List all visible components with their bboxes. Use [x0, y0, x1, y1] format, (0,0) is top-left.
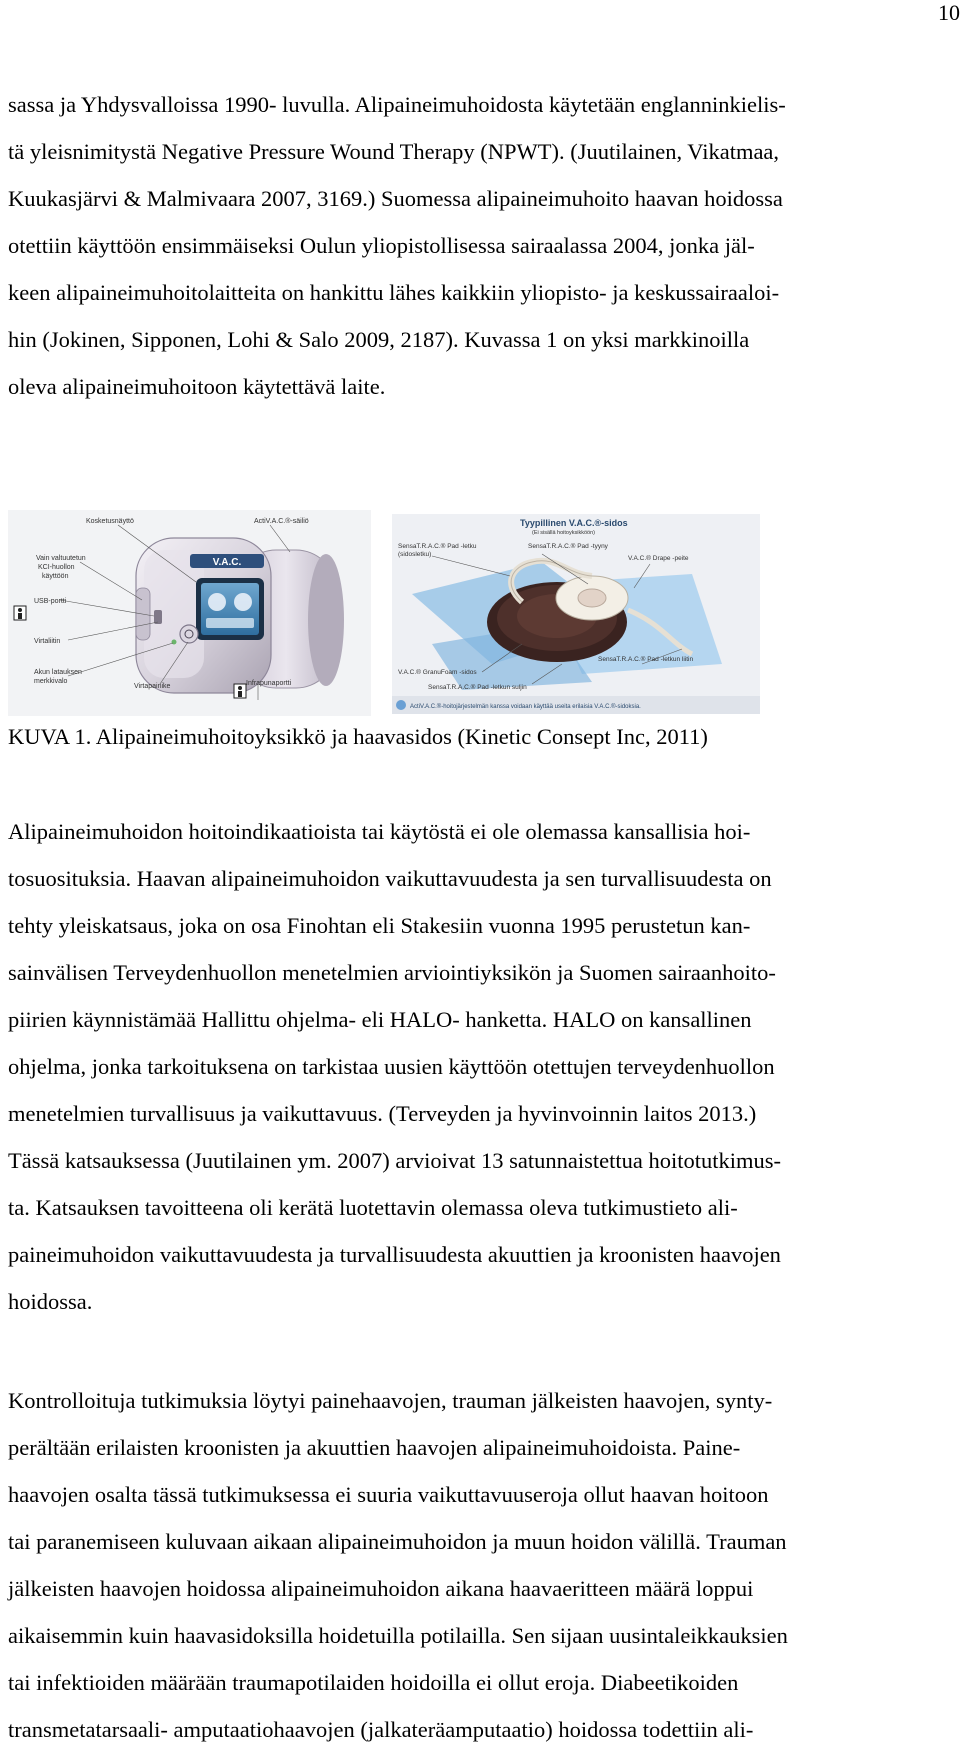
text-line: paineimuhoidon vaikuttavuudesta ja turvallisuudesta akuuttien ja kroonisten haavojen — [8, 1242, 781, 1267]
dressing-title: Tyypillinen V.A.C.®-sidos — [520, 518, 628, 528]
text-line: Kontrolloituja tutkimuksia löytyi painehaavojen, trauman jälkeisten haavojen, synty- — [8, 1388, 773, 1413]
brand-label: V.A.C. — [212, 557, 242, 568]
label-granufoam: V.A.C.® GranuFoam -sidos — [398, 669, 477, 676]
paragraph-1 — [8, 81, 956, 410]
label-pad-tube-2: (sidosletku) — [398, 551, 432, 558]
text-line: Tässä katsauksessa (Juutilainen ym. 2007) arvioivat 13 satunnaistettua hoitotutkimus- — [8, 1148, 781, 1173]
text-line: sainvälisen Terveydenhuollon menetelmien arviointiyksikön ja Suomen sairaanhoito- — [8, 960, 776, 985]
text-line: hoidossa. — [8, 1289, 93, 1314]
label-canister: ActiV.A.C.®-säiliö — [254, 518, 309, 525]
label-battery: Akun latauksen — [34, 669, 82, 676]
figure-1 — [8, 510, 948, 716]
text-line: hin (Jokinen, Sipponen, Lohi & Salo 2009, 2187). Kuvassa 1 on yksi markkinoilla — [8, 327, 750, 352]
label-drape: V.A.C.® Drape -peite — [628, 555, 689, 562]
manual-icon — [14, 606, 26, 620]
text-line: sassa ja Yhdysvalloissa 1990- luvulla. Alipaineimuhoidosta käytetään englanninkielis- — [8, 92, 786, 117]
text-line: tosuosituksia. Haavan alipaineimuhoidon vaikuttavuudesta ja sen turvallisuudesta on — [8, 866, 772, 891]
paragraph-2 — [8, 808, 956, 1325]
label-touchscreen: Kosketusnäyttö — [86, 518, 134, 525]
text-line: transmetatarsaali- amputaatiohaavojen (jalkateräamputaatio) hoidossa todettiin ali- — [8, 1717, 754, 1742]
text-line: menetelmien turvallisuus ja vaikuttavuus. (Terveyden ja hyvinvoinnin laitos 2013.) — [8, 1101, 757, 1126]
paragraph-3 — [8, 1377, 956, 1753]
label-pad-tube: SensaT.R.A.C.® Pad -letku — [398, 543, 477, 550]
label-pad-cushion: SensaT.R.A.C.® Pad -tyyny — [528, 543, 608, 550]
dressing-footer: ActiV.A.C.®-hoitojärjestelmän kanssa voidaan käyttää useita erilaisia V.A.C.®-sidoksia. — [410, 704, 641, 710]
text-line: haavojen osalta tässä tutkimuksessa ei suuria vaikuttavuuseroja ollut haavan hoitoon — [8, 1482, 769, 1507]
text-line: tehty yleiskatsaus, joka on osa Finohtan eli Stakesiin vuonna 1995 perustetun kan- — [8, 913, 751, 938]
dressing-subtitle: (Ei sisällä hoitoyksikköön) — [532, 530, 595, 536]
text-line: aikaisemmin kuin haavasidoksilla hoidetuilla potilailla. Sen sijaan uusintaleikkauksien — [8, 1623, 788, 1648]
text-line: otettiin käyttöön ensimmäiseksi Oulun yliopistollisessa sairaalassa 2004, jonka jäl- — [8, 233, 755, 258]
text-line: jälkeisten haavojen hoidossa alipaineimuhoidon aikana haavaeritteen määrä loppui — [8, 1576, 754, 1601]
manual-icon — [234, 684, 246, 698]
figure-caption: KUVA 1. Alipaineimuhoitoyksikkö ja haavasidos (Kinetic Consept Inc, 2011) — [8, 724, 708, 749]
label-approved-3: käyttöön — [42, 573, 69, 580]
text-line: Kuukasjärvi & Malmivaara 2007, 3169.) Suomessa alipaineimuhoito haavan hoidossa — [8, 186, 783, 211]
text-line: ohjelma, jonka tarkoituksena on tarkistaa uusien käyttöön otettujen terveydenhuollon — [8, 1054, 775, 1079]
text-line: tai infektioiden määrään traumapotilaiden hoidoilla ei ollut eroja. Diabeetikoiden — [8, 1670, 739, 1695]
page-number: 10 — [938, 0, 960, 25]
label-connector: SensaT.R.A.C.® Pad -letkun liitin — [598, 656, 694, 663]
vac-device-image — [8, 510, 371, 716]
label-usb: USB-portti — [34, 598, 67, 605]
text-line: tä yleisnimitystä Negative Pressure Wound Therapy (NPWT). (Juutilainen, Vikatmaa, — [8, 139, 780, 164]
text-line: perältään erilaisten kroonisten ja akuuttien haavojen alipaineimuhoidoista. Paine- — [8, 1435, 741, 1460]
label-power-input: Virtaliitin — [34, 638, 61, 645]
text-line: piirien käynnistämää Hallittu ohjelma- eli HALO- hanketta. HALO on kansallinen — [8, 1007, 752, 1032]
vac-dressing-image — [392, 514, 760, 714]
label-approved: Vain valtuutetun — [36, 555, 86, 562]
text-line: keen alipaineimuhoitolaitteita on hankittu lähes kaikkiin yliopisto- ja keskussairaaloi- — [8, 280, 780, 305]
label-infrared: Infrapunaportti — [246, 680, 292, 687]
text-line: ta. Katsauksen tavoitteena oli kerätä luotettavin olemassa oleva tutkimustieto ali- — [8, 1195, 738, 1220]
text-line: tai paranemiseen kuluvaan aikaan alipaineimuhoidon ja muun hoidon välillä. Trauman — [8, 1529, 787, 1554]
text-line: Alipaineimuhoidon hoitoindikaatioista tai käytöstä ei ole olemassa kansallisia hoi- — [8, 819, 751, 844]
label-clamp: SensaT.R.A.C.® Pad -letkun suljin — [428, 684, 527, 691]
label-battery-2: merkkivalo — [34, 678, 68, 685]
label-approved-2: KCI-huollon — [38, 564, 75, 571]
text-line: oleva alipaineimuhoitoon käytettävä laite. — [8, 374, 386, 399]
label-power-button: Virtapainike — [134, 683, 171, 690]
